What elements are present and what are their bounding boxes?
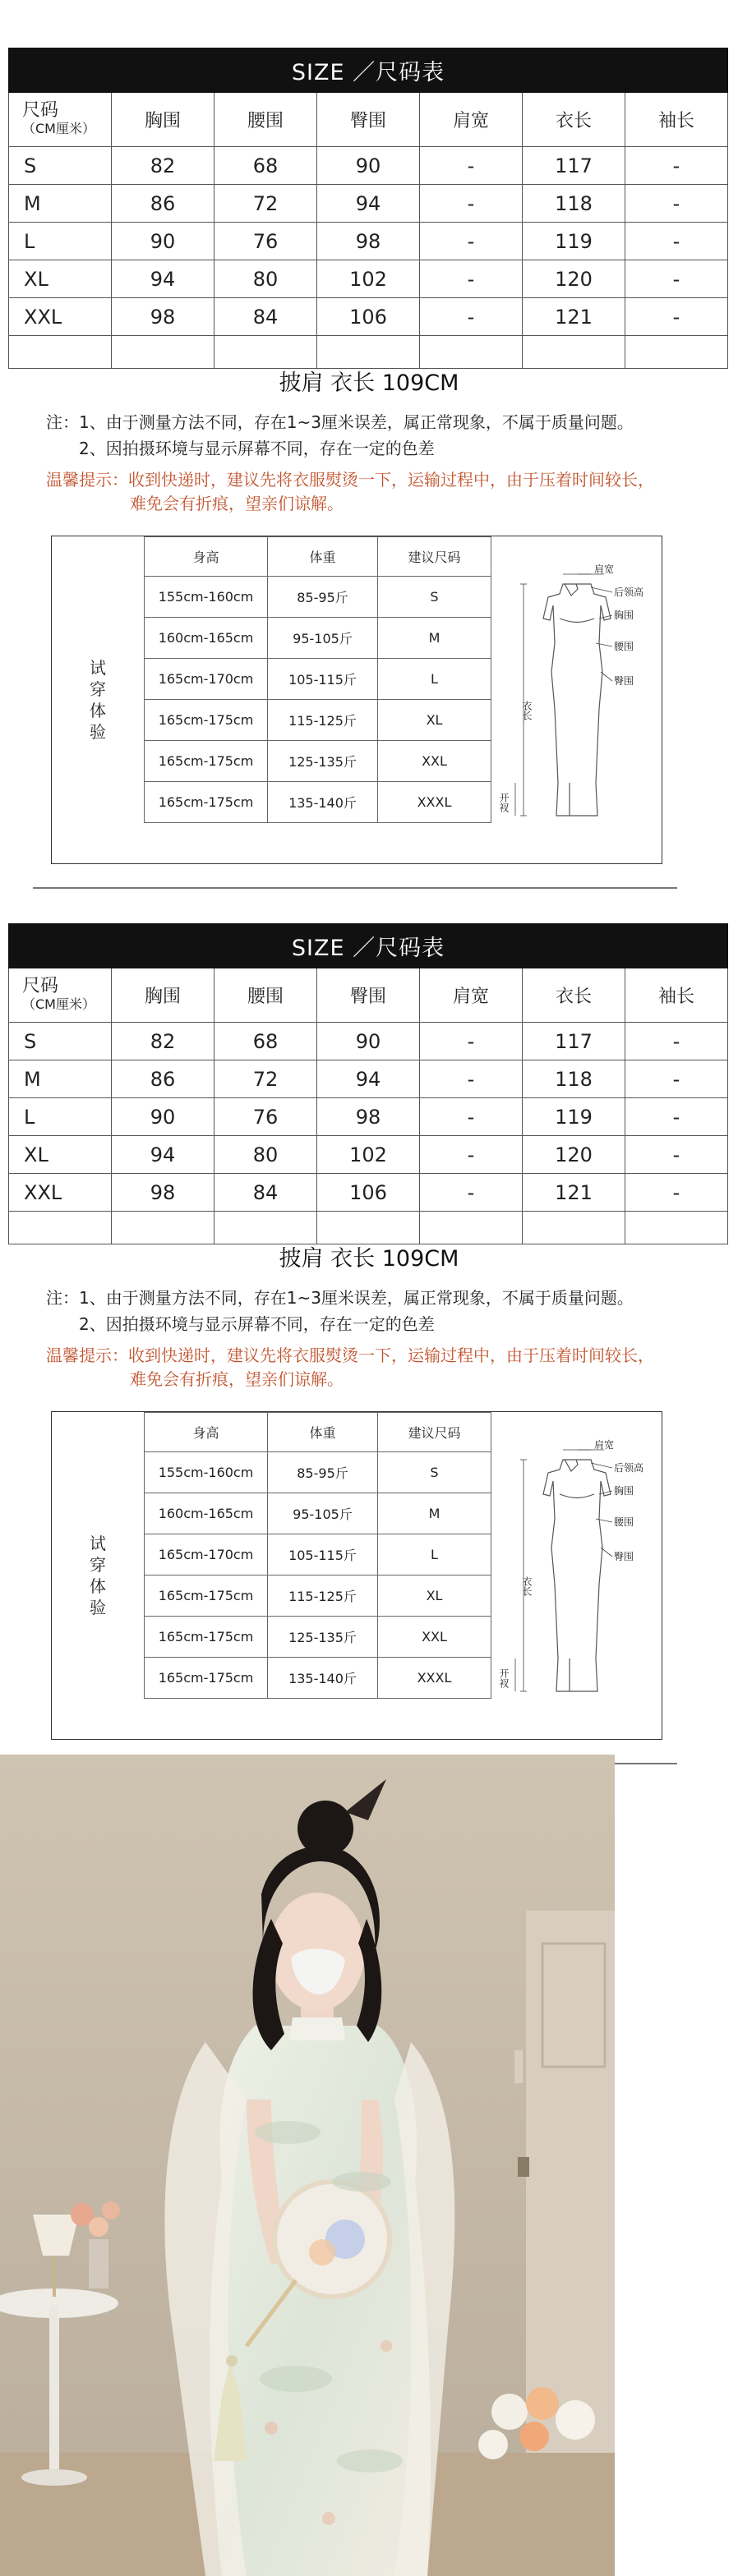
label-collar: 后领高 — [614, 586, 644, 598]
cell: 72 — [214, 1060, 317, 1098]
table-row-empty — [9, 1212, 728, 1244]
cell: 165cm-175cm — [145, 1658, 268, 1699]
cell: 118 — [523, 1060, 625, 1098]
header-length: 衣长 — [523, 93, 625, 147]
label-waist: 腰围 — [614, 1516, 634, 1528]
header-suggested-size: 建议尺码 — [378, 1413, 491, 1452]
cell: 82 — [112, 147, 214, 185]
label-char: 验 — [90, 1598, 106, 1617]
table-row — [9, 1174, 728, 1212]
cell: - — [625, 1098, 728, 1136]
label-shoulder: 肩宽 — [594, 1439, 615, 1451]
table-row — [145, 1576, 491, 1617]
cell: S — [378, 577, 491, 618]
cell: 117 — [523, 147, 625, 185]
table-row — [9, 1060, 728, 1098]
cell: - — [420, 1023, 523, 1060]
cell: L — [378, 659, 491, 700]
table-row — [145, 577, 491, 618]
note-2: 2、因拍摄环境与显示屏幕不同，存在一定的色差 — [79, 1314, 435, 1334]
cell: 90 — [112, 223, 214, 260]
size-table-title: SIZE ／尺码表 — [9, 924, 728, 968]
cell: 135-140斤 — [268, 782, 378, 823]
label-char: 体 — [90, 701, 106, 720]
cell: 98 — [112, 1174, 214, 1212]
cell: 121 — [523, 1174, 625, 1212]
cell: 94 — [317, 185, 420, 223]
fit-recommendation — [51, 536, 662, 864]
cell: L — [9, 1098, 112, 1136]
cell: 165cm-175cm — [145, 1617, 268, 1658]
cell: XXXL — [378, 782, 491, 823]
cell: 120 — [523, 260, 625, 298]
fit-table-header — [145, 1413, 491, 1452]
cell: - — [420, 298, 523, 336]
table-row — [145, 1658, 491, 1699]
cell: 86 — [112, 1060, 214, 1098]
size-table-title: SIZE ／尺码表 — [9, 48, 728, 93]
note-2: 2、因拍摄环境与显示屏幕不同，存在一定的色差 — [79, 439, 435, 458]
header-hip: 臀围 — [317, 93, 420, 147]
cell: 68 — [214, 147, 317, 185]
cell: - — [625, 1060, 728, 1098]
header-sleeve: 袖长 — [625, 93, 728, 147]
cell: XL — [378, 1576, 491, 1617]
header-hip: 臀围 — [317, 968, 420, 1023]
cell: 90 — [112, 1098, 214, 1136]
cell: - — [625, 298, 728, 336]
cell: 165cm-170cm — [145, 1534, 268, 1576]
cell: - — [420, 185, 523, 223]
cell: 155cm-160cm — [145, 577, 268, 618]
size-chart-block-2 — [0, 918, 738, 1806]
cell: 76 — [214, 223, 317, 260]
table-row — [145, 1534, 491, 1576]
cell: - — [625, 260, 728, 298]
table-row — [9, 185, 728, 223]
warm-tip-line-1: 温馨提示：收到快递时，建议先将衣服熨烫一下，运输过程中，由于压着时间较长， — [46, 470, 654, 490]
cell: - — [625, 147, 728, 185]
header-weight: 体重 — [268, 1413, 378, 1452]
cell: - — [625, 1174, 728, 1212]
label-chest: 胸围 — [614, 610, 634, 621]
cell: XL — [9, 1136, 112, 1174]
cell: 118 — [523, 185, 625, 223]
fit-table — [144, 1412, 491, 1699]
divider — [33, 887, 677, 889]
cell: 90 — [317, 1023, 420, 1060]
label-slit: 开衩 — [498, 1668, 510, 1688]
table-row — [145, 1617, 491, 1658]
table-row — [9, 147, 728, 185]
label-chest: 胸围 — [614, 1485, 634, 1497]
model-photo — [0, 1755, 615, 2576]
cell: 95-105斤 — [268, 1493, 378, 1534]
cell: 121 — [523, 298, 625, 336]
label-char: 验 — [90, 722, 106, 742]
cell: - — [625, 223, 728, 260]
cell: - — [625, 1023, 728, 1060]
cell: 84 — [214, 1174, 317, 1212]
label-slit: 开衩 — [498, 793, 510, 812]
note-1: 注：1、由于测量方法不同，存在1~3厘米误差，属正常现象，不属于质量问题。 — [46, 412, 634, 432]
label-waist: 腰围 — [614, 641, 634, 652]
fit-label — [52, 1412, 144, 1739]
cell: - — [625, 185, 728, 223]
table-row — [9, 223, 728, 260]
table-row-empty — [9, 336, 728, 369]
cell: 98 — [112, 298, 214, 336]
label-char: 试 — [90, 1534, 106, 1553]
label-collar: 后领高 — [614, 1462, 644, 1474]
cell: 105-115斤 — [268, 659, 378, 700]
header-waist: 腰围 — [214, 93, 317, 147]
header-chest: 胸围 — [112, 968, 214, 1023]
cell: 80 — [214, 1136, 317, 1174]
cell: 135-140斤 — [268, 1658, 378, 1699]
table-row — [145, 782, 491, 823]
cell: 94 — [112, 1136, 214, 1174]
header-suggested-size: 建议尺码 — [378, 537, 491, 577]
cell: 95-105斤 — [268, 618, 378, 659]
cell: L — [9, 223, 112, 260]
cell: XXL — [9, 1174, 112, 1212]
cell: XXXL — [378, 1658, 491, 1699]
table-row — [9, 260, 728, 298]
cell: 165cm-175cm — [145, 1576, 268, 1617]
table-row — [9, 1098, 728, 1136]
warm-tip-line-1: 温馨提示：收到快递时，建议先将衣服熨烫一下，运输过程中，由于压着时间较长， — [46, 1346, 654, 1365]
cell: XXL — [378, 1617, 491, 1658]
cell: L — [378, 1534, 491, 1576]
table-row — [145, 700, 491, 741]
cell: 102 — [317, 1136, 420, 1174]
cell: M — [378, 618, 491, 659]
label-char: 穿 — [90, 679, 106, 699]
cell: 84 — [214, 298, 317, 336]
warm-tip — [46, 468, 703, 516]
fit-recommendation — [51, 1411, 662, 1740]
label-length: 衣长 — [521, 701, 533, 720]
header-size: 尺码 （CM厘米） — [9, 93, 112, 147]
cell: XXL — [9, 298, 112, 336]
model-photo-icon — [0, 1755, 615, 2576]
cell: 105-115斤 — [268, 1534, 378, 1576]
cell: 85-95斤 — [268, 577, 378, 618]
cell: 90 — [317, 147, 420, 185]
cell: - — [420, 1060, 523, 1098]
cell: 85-95斤 — [268, 1452, 378, 1493]
table-row — [145, 618, 491, 659]
header-height: 身高 — [145, 537, 268, 577]
header-chest: 胸围 — [112, 93, 214, 147]
cell: M — [378, 1493, 491, 1534]
fit-table-header — [145, 537, 491, 577]
cell: 94 — [112, 260, 214, 298]
cell: S — [9, 1023, 112, 1060]
header-sleeve: 袖长 — [625, 968, 728, 1023]
cell: 102 — [317, 260, 420, 298]
cell: XL — [9, 260, 112, 298]
fit-table — [144, 536, 491, 823]
shoulder-note: 披肩 衣长 109CM — [279, 1246, 459, 1272]
table-row — [9, 1136, 728, 1174]
label-hip: 臀围 — [614, 675, 634, 687]
cell: S — [9, 147, 112, 185]
warm-tip-line-2: 难免会有折痕，望亲们谅解。 — [130, 1369, 344, 1389]
dress-outline-icon — [543, 584, 611, 816]
cell: - — [420, 223, 523, 260]
table-row — [9, 298, 728, 336]
cell: - — [625, 1136, 728, 1174]
size-chart-block-1 — [0, 43, 738, 930]
cell: 115-125斤 — [268, 700, 378, 741]
cell: 125-135斤 — [268, 1617, 378, 1658]
dress-outline-icon — [543, 1460, 611, 1691]
header-length: 衣长 — [523, 968, 625, 1023]
cell: 106 — [317, 1174, 420, 1212]
warm-tip — [46, 1344, 703, 1392]
cell: 125-135斤 — [268, 741, 378, 782]
cell: 106 — [317, 298, 420, 336]
cell: 80 — [214, 260, 317, 298]
size-table — [8, 923, 728, 1244]
cell: 117 — [523, 1023, 625, 1060]
cell: 165cm-175cm — [145, 741, 268, 782]
cell: 165cm-175cm — [145, 782, 268, 823]
table-row — [145, 1452, 491, 1493]
cell: 86 — [112, 185, 214, 223]
cell: XXL — [378, 741, 491, 782]
cell: M — [9, 1060, 112, 1098]
cell: 76 — [214, 1098, 317, 1136]
note-1: 注：1、由于测量方法不同，存在1~3厘米误差，属正常现象，不属于质量问题。 — [46, 1288, 634, 1308]
table-row — [145, 741, 491, 782]
cell: 68 — [214, 1023, 317, 1060]
table-row — [9, 1023, 728, 1060]
cell: - — [420, 147, 523, 185]
cell: 72 — [214, 185, 317, 223]
cell: - — [420, 260, 523, 298]
cell: 98 — [317, 223, 420, 260]
table-row — [145, 1493, 491, 1534]
label-hip: 臀围 — [614, 1551, 634, 1562]
dress-measurement-diagram — [491, 1412, 663, 1741]
cell: 98 — [317, 1098, 420, 1136]
label-char: 穿 — [90, 1555, 106, 1575]
size-table-header — [9, 968, 728, 1023]
cell: 119 — [523, 223, 625, 260]
header-height: 身高 — [145, 1413, 268, 1452]
label-length: 衣长 — [521, 1576, 533, 1596]
size-table — [8, 48, 728, 369]
label-char: 体 — [90, 1576, 106, 1596]
label-char: 试 — [90, 658, 106, 678]
cell: 160cm-165cm — [145, 618, 268, 659]
cell: - — [420, 1136, 523, 1174]
header-waist: 腰围 — [214, 968, 317, 1023]
cell: 82 — [112, 1023, 214, 1060]
table-row — [145, 659, 491, 700]
cell: XL — [378, 700, 491, 741]
cell: 155cm-160cm — [145, 1452, 268, 1493]
fit-label — [52, 536, 144, 863]
label-shoulder: 肩宽 — [594, 564, 615, 575]
shoulder-note: 披肩 衣长 109CM — [279, 370, 459, 396]
cell: 115-125斤 — [268, 1576, 378, 1617]
header-size: 尺码 （CM厘米） — [9, 968, 112, 1023]
dress-measurement-diagram — [491, 536, 663, 865]
cell: M — [9, 185, 112, 223]
warm-tip-line-2: 难免会有折痕，望亲们谅解。 — [130, 494, 344, 513]
cell: 119 — [523, 1098, 625, 1136]
cell: 120 — [523, 1136, 625, 1174]
cell: S — [378, 1452, 491, 1493]
cell: 165cm-175cm — [145, 700, 268, 741]
header-shoulder: 肩宽 — [420, 93, 523, 147]
size-table-header — [9, 93, 728, 147]
cell: - — [420, 1098, 523, 1136]
header-weight: 体重 — [268, 537, 378, 577]
cell: 165cm-170cm — [145, 659, 268, 700]
cell: 160cm-165cm — [145, 1493, 268, 1534]
header-shoulder: 肩宽 — [420, 968, 523, 1023]
cell: 94 — [317, 1060, 420, 1098]
cell: - — [420, 1174, 523, 1212]
